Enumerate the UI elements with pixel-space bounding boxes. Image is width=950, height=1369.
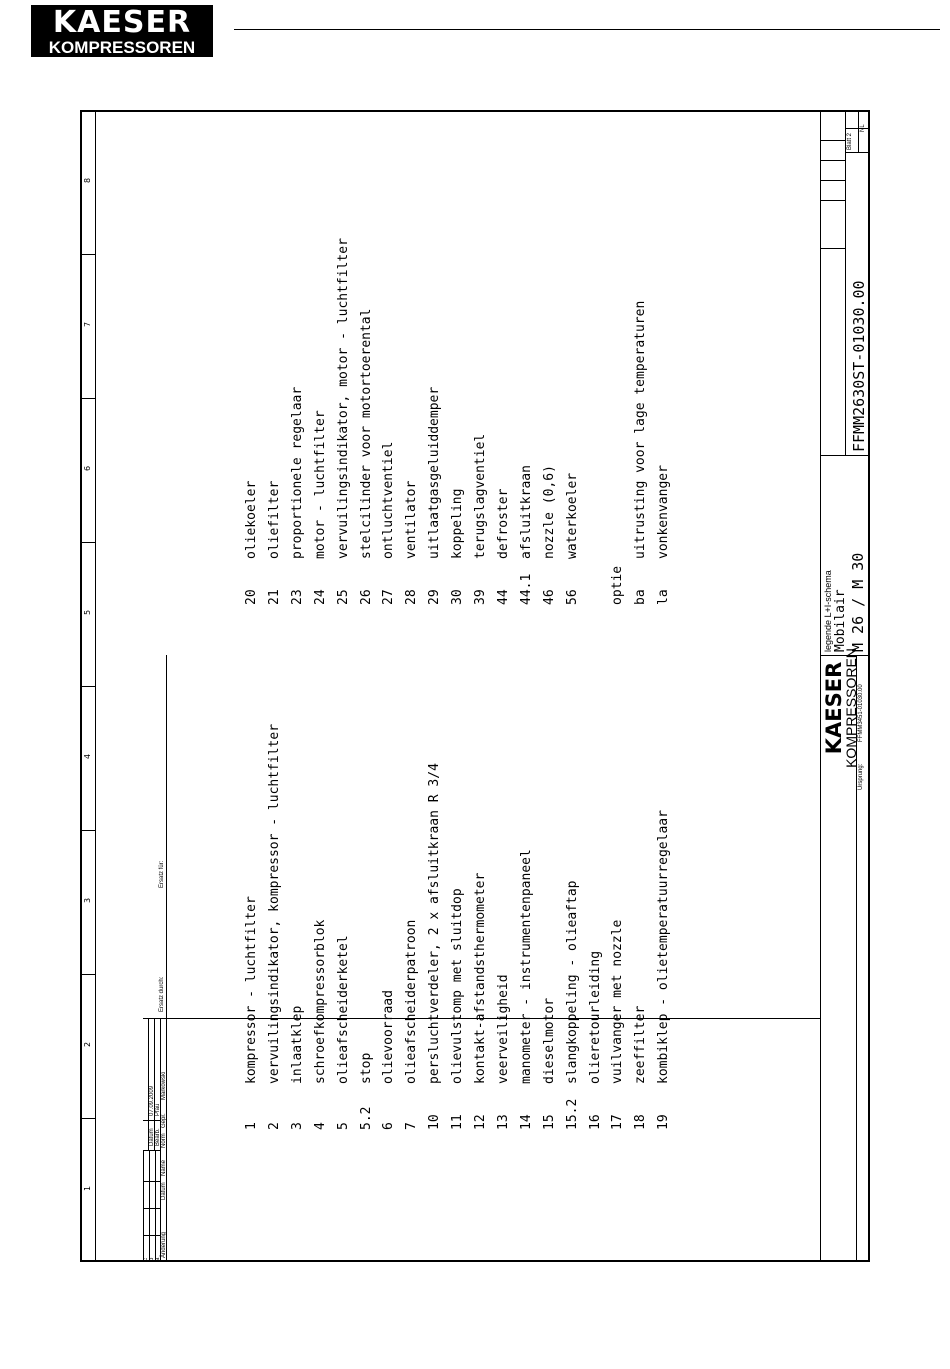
header-rule [234,29,940,30]
legend-description: schroefkompressorblok [312,919,328,1084]
tb-line [845,152,870,153]
legend-number: 20 [244,589,259,605]
datum-label: Datum [149,1128,155,1146]
rev-letter-c: c [143,1258,149,1261]
zone-number [80,752,95,761]
zone-number [80,608,95,617]
legend-number: ba [633,589,649,605]
legend-description: ventilator [404,480,420,559]
title-block-logo [824,648,858,768]
legend-number: 23 [289,589,305,605]
ersatz-fur-label: Ersatz für: [159,860,165,888]
gepr-label: Gepr. [161,1113,167,1128]
legend-description: nozzle (0,6) [541,465,557,559]
ersatz-durch-label: Ersatz durch: [159,976,165,1012]
col-norm: Norm [161,1133,167,1148]
legend-description: olievoorraad [381,990,397,1084]
tb-logo-kompressoren: KOMPRESSOREN [843,648,859,768]
legend-description: oliefilter [266,480,282,559]
legend-description: manometer - instrumentenpaneel [518,849,534,1084]
drawing-frame [80,110,870,1262]
tb-line [143,1018,166,1019]
tb-line [143,1235,160,1236]
legend-description: afsluitkraan [518,465,534,559]
zone-number-label: 4 [83,753,92,760]
zone-number [80,320,95,329]
tb-line [858,110,859,152]
legend-description: dieselmotor [541,997,557,1084]
zone-strip-border [95,110,96,1262]
zone-tick [80,830,95,831]
legend-number: 39 [473,589,488,605]
legend-number: 44.1 [518,573,534,605]
legend-number: 29 [427,589,443,605]
legend-description: terugslagventiel [473,433,488,559]
zone-number [80,464,95,473]
zone-number-label: 8 [83,177,92,184]
language-code: NL [860,124,866,132]
legend-description: kombiklep - olietemperatuurregelaar [656,810,672,1084]
title-line-2: Mobilair [833,589,848,652]
tb-line [820,248,845,249]
legend-number: 30 [450,589,466,605]
legend-description: zeeffilter [633,1005,649,1084]
legend-number: 4 [312,1122,328,1130]
legend-description: proportionele regelaar [289,386,305,559]
zone-tick [80,974,95,975]
legend-description: vervuilingsindikator, motor - luchtfilter [335,238,351,559]
tb-line [143,1181,160,1182]
legend-description: olieretourleiding [587,950,603,1084]
legend-number: 18 [633,1114,649,1130]
legend-description: defroster [495,488,511,559]
legend-number: 15 [541,1114,557,1130]
legend-number: 10 [427,1114,443,1130]
legend-number: 24 [312,589,328,605]
tb-line [820,160,845,161]
legend-number: 27 [381,589,397,605]
legend-number: 14 [518,1114,534,1130]
legend-number: optie [610,565,626,605]
ursprung-label: Ursprung: [858,763,864,790]
zone-tick [80,1118,95,1119]
kaeser-logo [31,5,213,57]
legend-number: 26 [358,589,374,605]
legend-description: olieafscheiderpatroon [404,919,420,1084]
legend-description: veerveiligheid [495,974,511,1084]
sheet-number: Blatt 2 [847,132,853,150]
legend-description: motor - luchtfilter [312,410,328,559]
legend-description: inlaatklep [289,1005,305,1084]
zone-number-label: 3 [83,897,92,904]
legend-number: 19 [656,1114,672,1130]
legend-number: 56 [564,589,580,605]
legend-number: 21 [266,589,282,605]
legend-number: 25 [335,589,351,605]
tb-line [820,200,845,201]
zone-number [80,896,95,905]
rev-letter-b: b [149,1257,155,1261]
zone-number-label: 5 [83,609,92,616]
legend-description: stop [358,1052,374,1084]
zone-tick [80,542,95,543]
legend-description: kompressor - luchtfilter [244,896,259,1084]
tb-line [143,1208,160,1209]
zone-tick [80,254,95,255]
legend-description: kontakt-afstandsthermometer [473,872,488,1084]
ursprung-value: FFMM3451-01030.00 [858,684,864,742]
legend-number: 3 [289,1122,305,1130]
legend-number: 2 [266,1122,282,1130]
gepr-value: Markowski [161,1071,167,1100]
tb-line [143,1120,160,1121]
logo-text-kaeser: KAESER [52,5,192,40]
col-anderung: Änderung [161,1231,167,1258]
col-name: Name [161,1159,167,1176]
legend-number: 28 [404,589,420,605]
legend-number: 7 [404,1122,420,1130]
tb-line [820,455,870,456]
legend-description: vonkenvanger [656,465,672,559]
tb-line [143,1150,144,1262]
zone-number-label: 6 [83,465,92,472]
bearb-label: Bearb. [155,1128,161,1146]
legend-description: oliekoeler [244,480,259,559]
legend-description: olievulstomp met sluitdop [450,888,466,1084]
legend-number: 1 [244,1122,259,1130]
legend-number: 16 [587,1114,603,1130]
legend-number: 15.2 [564,1098,580,1130]
logo-text-kompressoren: KOMPRESSOREN [48,38,196,57]
legend-number: 5 [335,1122,351,1130]
zone-number [80,1040,95,1049]
title-line-1: legende L+I-schema [823,570,833,652]
zone-number-label: 1 [83,1185,92,1192]
legend-number: la [656,589,672,605]
legend-number: 17 [610,1114,626,1130]
tb-line [149,1150,150,1262]
datum-value: 07.09.2009 [149,1085,155,1116]
tb-line [820,180,845,181]
zone-number-label: 7 [83,321,92,328]
legend-number: 5.2 [358,1106,374,1130]
bearb-value: Pfau [155,1103,161,1116]
tb-line [845,110,846,455]
legend-description: ontluchtventiel [381,441,397,559]
legend-description: uitlaatgasgeluiddemper [427,386,443,559]
title-line-3: M 26 / M 30 [849,552,867,652]
legend-description: olieafscheiderketel [335,935,351,1084]
zone-tick [80,398,95,399]
legend-description: vuilvanger met nozzle [610,919,626,1084]
legend-number: 11 [450,1114,466,1130]
legend-description: waterkoeler [564,472,580,559]
zone-tick [80,686,95,687]
zone-number-label: 2 [83,1041,92,1048]
legend-number: 12 [473,1114,488,1130]
legend-description: uitrusting voor lage temperaturen [633,300,649,559]
rev-letter-a: a [155,1257,161,1261]
legend-description: persluchtverdeler, 2 x afsluitkraan R 3/4 [427,763,443,1084]
col-datum: Datum [161,1182,167,1200]
legend-description: koppeling [450,488,466,559]
legend-description: stelcilinder voor motortoerental [358,308,374,559]
zone-number [80,176,95,185]
tb-line [820,110,821,1262]
legend-number: 13 [495,1114,511,1130]
tb-logo-kaeser: KAESER [822,661,846,755]
tb-line [166,1018,820,1019]
legend-description: vervuilingsindikator, kompressor - luchtfilter [266,723,282,1084]
legend-number: 44 [495,589,511,605]
tb-line [155,1150,156,1262]
legend-description: slangkoppeling - olieaftap [564,880,580,1084]
tb-line [820,140,845,141]
legend-number: 46 [541,589,557,605]
drawing-number: FFMM2630ST-01030.00 [850,280,868,452]
zone-number [80,1184,95,1193]
tb-line [143,1150,160,1151]
legend-number: 6 [381,1122,397,1130]
